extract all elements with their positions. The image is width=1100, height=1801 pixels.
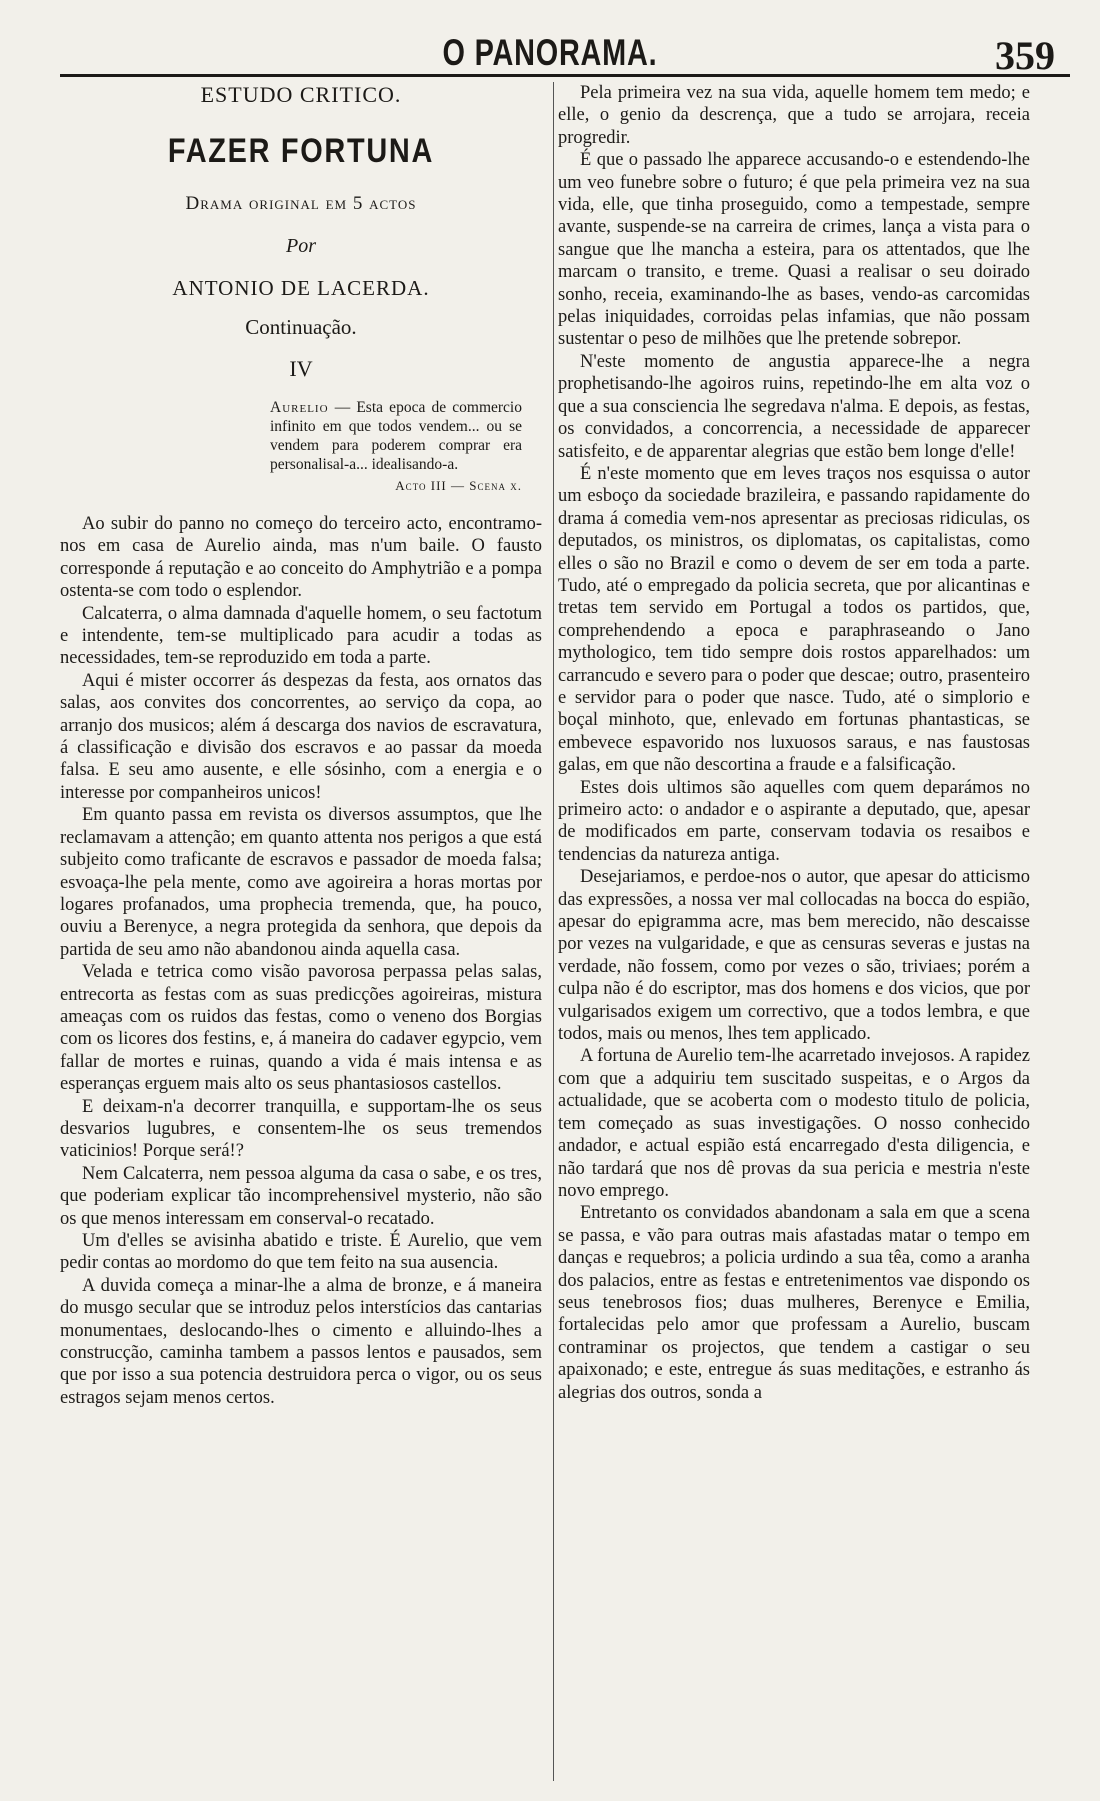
- paragraph: Ao subir do panno no começo do terceiro acto, encontramo-nos em casa de Aurelio ainda, mas n'um baile. O fausto corresponde á reputação e ao conceito do Amphytrião e a pompa ostenta-se com todo o esplendor.: [60, 514, 542, 602]
- page-number: 359: [995, 33, 1055, 78]
- paragraph: Um d'elles se avisinha abatido e triste. É Aurelio, que vem pedir contas ao mordomo do que tem feito na sua ausencia.: [60, 1231, 542, 1274]
- epigraph-text: — Esta epoca de commercio infinito em que todos vendem... ou se vendem para poderem comprar era personalisal-a... idealisando-a.: [270, 399, 522, 473]
- epigraph-reference: Acto III — Scena x.: [395, 478, 522, 493]
- part-number: IV: [289, 356, 313, 381]
- header-rule: [60, 74, 1070, 77]
- article-title: FAZER FORTUNA: [167, 132, 435, 170]
- epigraph-speaker: Aurelio: [270, 399, 329, 416]
- paragraph: Pela primeira vez na sua vida, aquelle homem tem medo; e elle, o genio da descrença, que a tudo se arrojara, receia progredir.: [558, 83, 1030, 148]
- paragraph: Velada e tetrica como visão pavorosa perpassa pelas salas, entrecorta as festas com as suas predicções agoireiras, mistura ameaças com os ruidos das festas, como o veneno dos Borgias com os licores dos festins, e, á maneira do cadaver egypcio, vem fallar de mortes e ruinas, quando a vida é mais intensa e as esperanças erguem mais alto os seus phantasiosos castellos.: [60, 962, 542, 1095]
- byline-prefix: Por: [286, 235, 316, 257]
- continuation-note: Continuação.: [245, 315, 357, 339]
- paragraph: Entretanto os convidados abandonam a sala em que a scena se passa, e vão para outras mais afastadas matar o tempo em danças e requebros; a policia urdindo a sua têa, como a aranha dos palacios, entre as festas e entretenimentos vae dispondo os seus tenebrosos fios; duas mulheres, Berenyce e Emilia, fortalecidas pelo amor que professam a Aurelio, buscam contraminar os projectos, que tendem a castigar o seu apaixonado; e este, entregue ás suas meditações, e estranho ás alegrias dos outros, sonda a: [558, 1203, 1030, 1403]
- paragraph: A fortuna de Aurelio tem-lhe acarretado invejosos. A rapidez com que a adquiriu tem suscitado suspeitas, e o Argos da actualidade, que se acoberta com o modesto titulo de policia, tem começado as suas investigações. O nosso conhecido andador, e actual espião está encarregado d'esta diligencia, e não tardará que nos dê provas da sua pericia e mestria n'este novo emprego.: [558, 1046, 1030, 1201]
- paragraph: Estes dois ultimos são aquelles com quem deparámos no primeiro acto: o andador e o aspirante a deputado, que, apesar de modificados em parte, conservam todavia os resaibos e tendencias da natureza antiga.: [558, 777, 1030, 865]
- masthead: [0, 28, 1100, 78]
- paragraph: E deixam-n'a decorrer tranquilla, e supportam-lhe os seus desvarios lugubres, e consentem-lhe os seus tremendos vaticinios! Porque será!?: [60, 1096, 542, 1162]
- publication-title: O PANORAMA.: [442, 32, 658, 73]
- paragraph: É n'este momento que em leves traços nos esquissa o autor um esboço da sociedade brazileira, e passando rapidamente do drama á comedia vem-nos apresentar as preciosas ridiculas, os deputados, os ministros, os diplomatas, os capitalistas, como elles o são no Brazil e como o devem de ser em toda a parte. Tudo, até o empregado da policia secreta, que por alicantinas e tretas tem servido em Portugal a todos os partidos, que, comprehendendo a epoca e paraphraseando o Jano mythologico, tem tido sempre dois rostos apparelhados: um carrancudo e severo para o poder que descae; outro, prasenteiro e servidor para o poder que nasce. Tudo, até o simplorio e boçal minhoto, que, enlevado em fortunas phantasticas, se embevece espavorido nos luxuosos saraus, e nas faustosas galas, em que não descortina a fraude e a falsificação.: [558, 463, 1030, 776]
- paragraph: N'este momento de angustia apparece-lhe a negra prophetisando-lhe agoiros ruins, repetindo-lhe em alta voz o que a sua consciencia lhe segredava n'alma. E depois, as festas, os convidados, a concorrencia, a necessidade de apparecer satisfeito, e de apparentar alegrias que estão bem longe d'elle!: [558, 351, 1030, 462]
- left-body: [60, 513, 542, 1409]
- paragraph: Desejariamos, e perdoe-nos o autor, que apesar do atticismo das expressões, a nossa ver mal collocadas na bocca do espião, apesar do epigramma acre, mas bem merecido, não descaisse por vezes na vulgaridade, e que as censuras severas e justas na verdade, não fossem, como por vezes o são, triviaes; porém a culpa não é do escriptor, mas dos homens e dos vicios, que por vulgarisados exigem um correctivo, que a todos lembra, e que todos, mais ou menos, lhes tem applicado.: [558, 867, 1030, 1045]
- epigraph: [270, 398, 522, 495]
- paragraph: Nem Calcaterra, nem pessoa alguma da casa o sabe, e os tres, que poderiam explicar tão incomprehensivel mysterio, não são os que menos interessam em conserval-o recatado.: [60, 1163, 542, 1229]
- right-column: [558, 82, 1030, 1404]
- paragraph: Aqui é mister occorrer ás despezas da festa, aos ornatos das salas, aos convites dos concorrentes, ao serviço da copa, ao arranjo dos musicos; além á descarga dos navios de escravatura, á classificação e divisão dos escravos e ao passar da moeda falsa. E seu amo ausente, e elle sósinho, com a energia e o interesse por companheiros unicos!: [60, 670, 542, 803]
- paragraph: Calcaterra, o alma damnada d'aquelle homem, o seu factotum e intendente, tem-se multiplicado para acudir a todas as necessidades, tem-se reproduzido em toda a parte.: [60, 603, 542, 669]
- paragraph: É que o passado lhe apparece accusando-o e estendendo-lhe um veo funebre sobre o futuro; é que pela primeira vez na sua vida, elle, que tinha proseguido, como a tempestade, sempre avante, suspende-se na carreira de crimes, lança a vista para o sangue que lhe mancha a esteira, para os attentados, que lhe marcam o transito, e treme. Quasi a realisar o seu doirado sonho, receia, examinando-lhe as bases, vendo-as carcomidas pelas iniquidades, corroidas pelas infamias, que não possam sustentar o peso de milhões que lhe pretende sobrepor.: [558, 150, 1030, 350]
- article-subtitle: Drama original em 5 actos: [185, 193, 417, 214]
- author-name: ANTONIO DE LACERDA.: [172, 276, 430, 300]
- section-heading: ESTUDO CRITICO.: [200, 82, 402, 107]
- left-column: [60, 82, 542, 1409]
- paragraph: A duvida começa a minar-lhe a alma de bronze, e á maneira do musgo secular que se introduz pelos interstícios das cantarias monumentaes, deslocando-lhes o cimento e alluindo-lhes a construcção, caminha tambem a passos lentos e pausados, sem que por isso a sua potencia destruidora perca o vigor, ou os seus estragos sejam menos certos.: [60, 1275, 542, 1408]
- column-divider: [553, 82, 554, 1781]
- paragraph: Em quanto passa em revista os diversos assumptos, que lhe reclamavam a attenção; em quanto attenta nos perigos a que está subjeito como traficante de escravos e passador de moeda falsa; esvoaça-lhe pela mente, como ave agoireira a horas mortas por logares profanados, uma prophecia tremenda, que, ha pouco, ouviu a Berenyce, a negra protegida da senhora, que depois da partida de seu amo não abandonou ainda aquella casa.: [60, 805, 542, 960]
